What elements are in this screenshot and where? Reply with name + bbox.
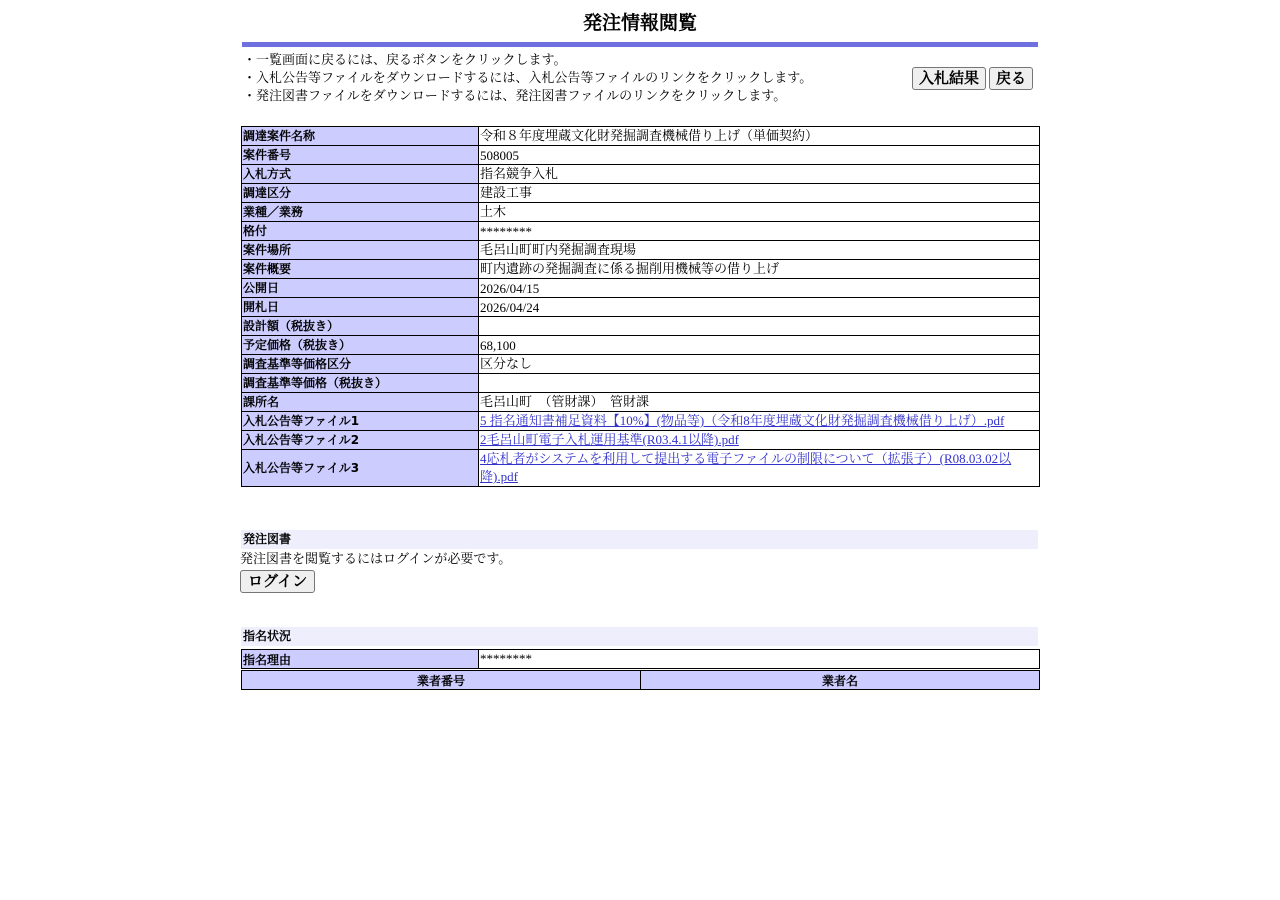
bid-notice-file-link-2[interactable]: 2毛呂山町電子入札運用基準(R03.4.1以降).pdf [480, 432, 739, 447]
row-value: ******** [479, 650, 1040, 669]
row-value: 508005 [479, 146, 1040, 165]
designation-header: 指名状況 [241, 627, 1038, 646]
page-title: 発注情報閲覧 [582, 12, 697, 34]
table-row [242, 450, 1040, 487]
row-label: 調査基準等価格（税抜き） [242, 374, 479, 393]
row-label: 案件番号 [242, 146, 479, 165]
ordering-docs-header: 発注図書 [241, 530, 1038, 549]
row-label: 入札公告等ファイル3 [242, 450, 479, 487]
login-button[interactable]: ログイン [240, 570, 315, 593]
column-header-vendor-name: 業者名 [641, 671, 1040, 690]
table-row [242, 393, 1040, 412]
row-label: 案件概要 [242, 260, 479, 279]
table-header-row [242, 671, 1040, 690]
instruction-line: ・発注図書ファイルをダウンロードするには、発注図書ファイルのリンクをクリックします。 [243, 89, 787, 104]
row-value: 毛呂山町町内発掘調査現場 [479, 241, 1040, 260]
row-label: 入札公告等ファイル1 [242, 412, 479, 431]
row-label: 業種／業務 [242, 203, 479, 222]
table-row [242, 298, 1040, 317]
back-button[interactable]: 戻る [989, 67, 1033, 90]
table-row [242, 279, 1040, 298]
row-value: 区分なし [479, 355, 1040, 374]
row-value [479, 374, 1040, 393]
row-label: 調達区分 [242, 184, 479, 203]
row-value: 令和８年度埋蔵文化財発掘調査機械借り上げ（単価契約） [479, 127, 1040, 146]
row-label: 格付 [242, 222, 479, 241]
row-label: 指名理由 [242, 650, 479, 669]
table-row [242, 355, 1040, 374]
row-label: 入札公告等ファイル2 [242, 431, 479, 450]
table-row [242, 146, 1040, 165]
table-row [242, 127, 1040, 146]
table-row [242, 650, 1040, 669]
instruction-line: ・入札公告等ファイルをダウンロードするには、入札公告等ファイルのリンクをクリックします。 [243, 71, 813, 86]
row-value: 土木 [479, 203, 1040, 222]
file-cell [479, 412, 1040, 431]
title-divider [242, 42, 1038, 47]
row-value: 68,100 [479, 336, 1040, 355]
row-label: 課所名 [242, 393, 479, 412]
table-row [242, 165, 1040, 184]
designation-reason-table [241, 649, 1040, 669]
column-header-vendor-number: 業者番号 [242, 671, 641, 690]
table-row [242, 260, 1040, 279]
instruction-line: ・一覧画面に戻るには、戻るボタンをクリックします。 [243, 53, 567, 68]
vendor-table [241, 670, 1040, 690]
file-cell [479, 431, 1040, 450]
row-value: 毛呂山町 （管財課） 管財課 [479, 393, 1040, 412]
table-row [242, 412, 1040, 431]
row-value: 指名競争入札 [479, 165, 1040, 184]
row-value: 建設工事 [479, 184, 1040, 203]
row-value: 町内遺跡の発掘調査に係る掘削用機械等の借り上げ [479, 260, 1040, 279]
login-required-message: 発注図書を閲覧するにはログインが必要です。 [240, 552, 512, 567]
row-label: 調査基準等価格区分 [242, 355, 479, 374]
table-row [242, 222, 1040, 241]
row-value: 2026/04/15 [479, 279, 1040, 298]
top-button-group [912, 67, 1033, 90]
row-label: 設計額（税抜き） [242, 317, 479, 336]
bid-notice-file-link-3[interactable]: 4応札者がシステムを利用して提出する電子ファイルの制限について（拡張子）(R08.03.02以降).pdf [480, 451, 1012, 484]
row-value [479, 317, 1040, 336]
row-label: 予定価格（税抜き） [242, 336, 479, 355]
row-label: 調達案件名称 [242, 127, 479, 146]
row-value: ******** [479, 222, 1040, 241]
row-label: 公開日 [242, 279, 479, 298]
table-row [242, 317, 1040, 336]
row-label: 開札日 [242, 298, 479, 317]
row-label: 案件場所 [242, 241, 479, 260]
row-value: 2026/04/24 [479, 298, 1040, 317]
table-row [242, 374, 1040, 393]
table-row [242, 431, 1040, 450]
table-row [242, 336, 1040, 355]
bid-notice-file-link-1[interactable]: 5 指名通知書補足資料【10%】(物品等)（令和8年度埋蔵文化財発掘調査機械借り上げ）.pdf [480, 413, 1005, 428]
row-label: 入札方式 [242, 165, 479, 184]
file-cell [479, 450, 1040, 487]
instructions [243, 52, 883, 106]
table-row [242, 241, 1040, 260]
table-row [242, 184, 1040, 203]
table-row [242, 203, 1040, 222]
bid-result-button[interactable]: 入札結果 [912, 67, 986, 90]
details-table [241, 126, 1040, 487]
